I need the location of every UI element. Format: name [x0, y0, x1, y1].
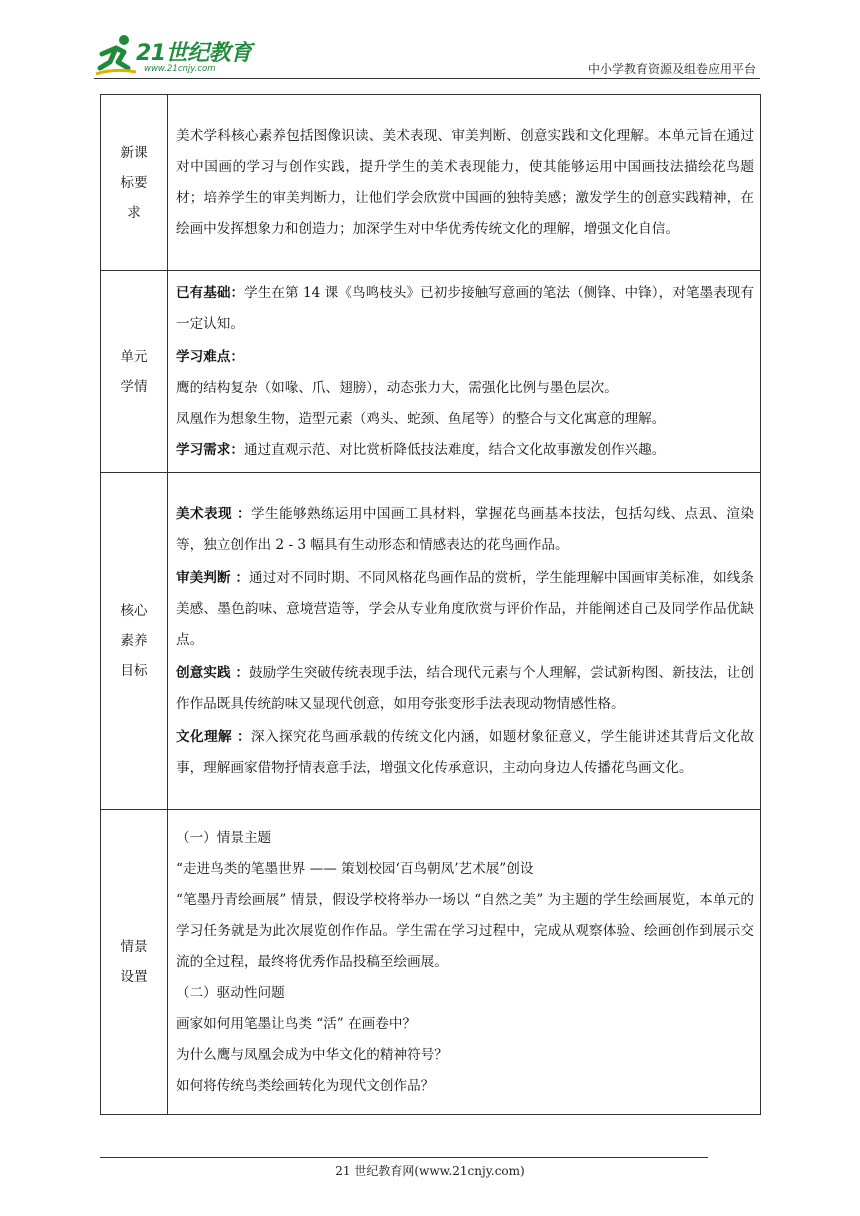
driving-question-1: 画家如何用笔墨让鸟类 “活” 在画卷中？ — [176, 1015, 417, 1032]
needs-paragraph — [176, 435, 754, 466]
site-logo[interactable] — [94, 32, 264, 78]
platform-name: 中小学教育资源及组卷应用平台 — [587, 62, 756, 76]
goal-expression-title: 美术表现 ： — [176, 505, 252, 522]
basis-paragraph — [176, 278, 754, 340]
row-label-goals: 核心素养目标 — [101, 473, 168, 810]
standard-text: 美术学科核心素养包括图像识读、美术表现、审美判断、创意实践和文化理解。本单元旨在通过对中国画的学习与创作实践，提升学生的美术表现能力，使其能够运用中国画技法描绘花鸟题材；培养学生的审美判断力，让他们学会欣赏中国画的独特美感；激发学生的创意实践精神，在绘画中发挥想象力和创造力；加深学生对中华优秀传统文化的理解，增强文化自信。 — [176, 127, 754, 237]
row-content-standard — [168, 95, 761, 271]
row-label-scenario: 情景设置 — [101, 810, 168, 1115]
page-header — [94, 30, 760, 82]
row-label-standard: 新课标要求 — [101, 95, 168, 271]
logo-url: www.21cnjy.com — [144, 64, 216, 74]
table-row-goals — [101, 473, 761, 810]
goal-culture-title: 文化理解 ： — [176, 728, 252, 745]
table-row-scenario — [101, 810, 761, 1115]
driving-question-3: 如何将传统鸟类绘画转化为现代文创作品？ — [176, 1077, 435, 1094]
table-row-situation — [101, 271, 761, 473]
goal-judgment-title: 审美判断 ： — [176, 569, 250, 586]
basis-title: 已有基础： — [176, 284, 245, 301]
goal-judgment-text: 通过对不同时期、不同风格花鸟画作品的赏析，学生能理解中国画审美标准，如线条美感、墨色韵味、意境营造等，学会从专业角度欣赏与评价作品，并能阐述自己及同学作品优缺点。 — [176, 569, 755, 648]
row-content-goals — [168, 473, 761, 810]
goal-creative-text: 鼓励学生突破传统表现手法，结合现代元素与个人理解，尝试新构图、新技法，让创作作品既具传统韵味又显现代创意，如用夸张变形手法表现动物情感性格。 — [176, 664, 755, 712]
goal-culture — [176, 722, 754, 784]
runner-icon — [94, 32, 138, 78]
difficulty-title: 学习难点： — [176, 348, 244, 365]
table-row-standard — [101, 95, 761, 271]
unit-plan-table — [100, 94, 761, 1115]
goal-culture-text: 深入探究花鸟画承载的传统文化内涵，如题材象征意义，学生能讲述其背后文化故事，理解画家借物抒情表意手法，增强文化传承意识，主动向身边人传播花鸟画文化。 — [176, 728, 754, 776]
footer-text[interactable]: 21 世纪教育网(www.21cnjy.com) — [335, 1164, 525, 1178]
row-label-situation: 单元学情 — [101, 271, 168, 473]
goal-expression — [176, 499, 754, 561]
basis-text: 学生在第 14 课《鸟鸣枝头》已初步接触写意画的笔法（侧锋、中锋），对笔墨表现有一定认知。 — [176, 284, 755, 332]
needs-text: 通过直观示范、对比赏析降低技法难度，结合文化故事激发创作兴趣。 — [243, 441, 666, 458]
difficulty-item-2: 凤凰作为想象生物，造型元素（鸡头、蛇颈、鱼尾等）的整合与文化寓意的理解。 — [176, 410, 666, 427]
goal-judgment — [176, 563, 754, 656]
scenario-heading-1: （一）情景主题 — [176, 829, 272, 846]
scenario-description: “笔墨丹青绘画展” 情景，假设学校将举办一场以 “自然之美” 为主题的学生绘画展览，本单元的学习任务就是为此次展览创作作品。学生需在学习过程中，完成从观察体验、绘画创作到展示交流的全过程，最终将优秀作品投稿至绘画展。 — [176, 891, 754, 970]
goal-creative — [176, 658, 754, 720]
scenario-theme: “走进鸟类的笔墨世界 —— 策划校园‘百鸟朝凤’艺术展”创设 — [176, 860, 534, 877]
logo-text: 21世纪教育 — [136, 41, 252, 66]
driving-question-2: 为什么鹰与凤凰会成为中华文化的精神符号？ — [176, 1046, 448, 1063]
difficulty-item-1: 鹰的结构复杂（如喙、爪、翅膀），动态张力大，需强化比例与墨色层次。 — [176, 379, 618, 396]
needs-title: 学习需求： — [176, 441, 244, 458]
header-divider — [94, 78, 760, 79]
goal-creative-title: 创意实践 ： — [176, 664, 250, 681]
goal-expression-text: 学生能够熟练运用中国画工具材料，掌握花鸟画基本技法，包括勾线、点厾、渲染等，独立创作出 2 - 3 幅具有生动形态和情感表达的花鸟画作品。 — [176, 505, 754, 553]
footer-divider — [100, 1157, 708, 1158]
row-content-scenario — [168, 810, 761, 1115]
scenario-heading-2: （二）驱动性问题 — [176, 984, 285, 1001]
row-content-situation — [168, 271, 761, 473]
